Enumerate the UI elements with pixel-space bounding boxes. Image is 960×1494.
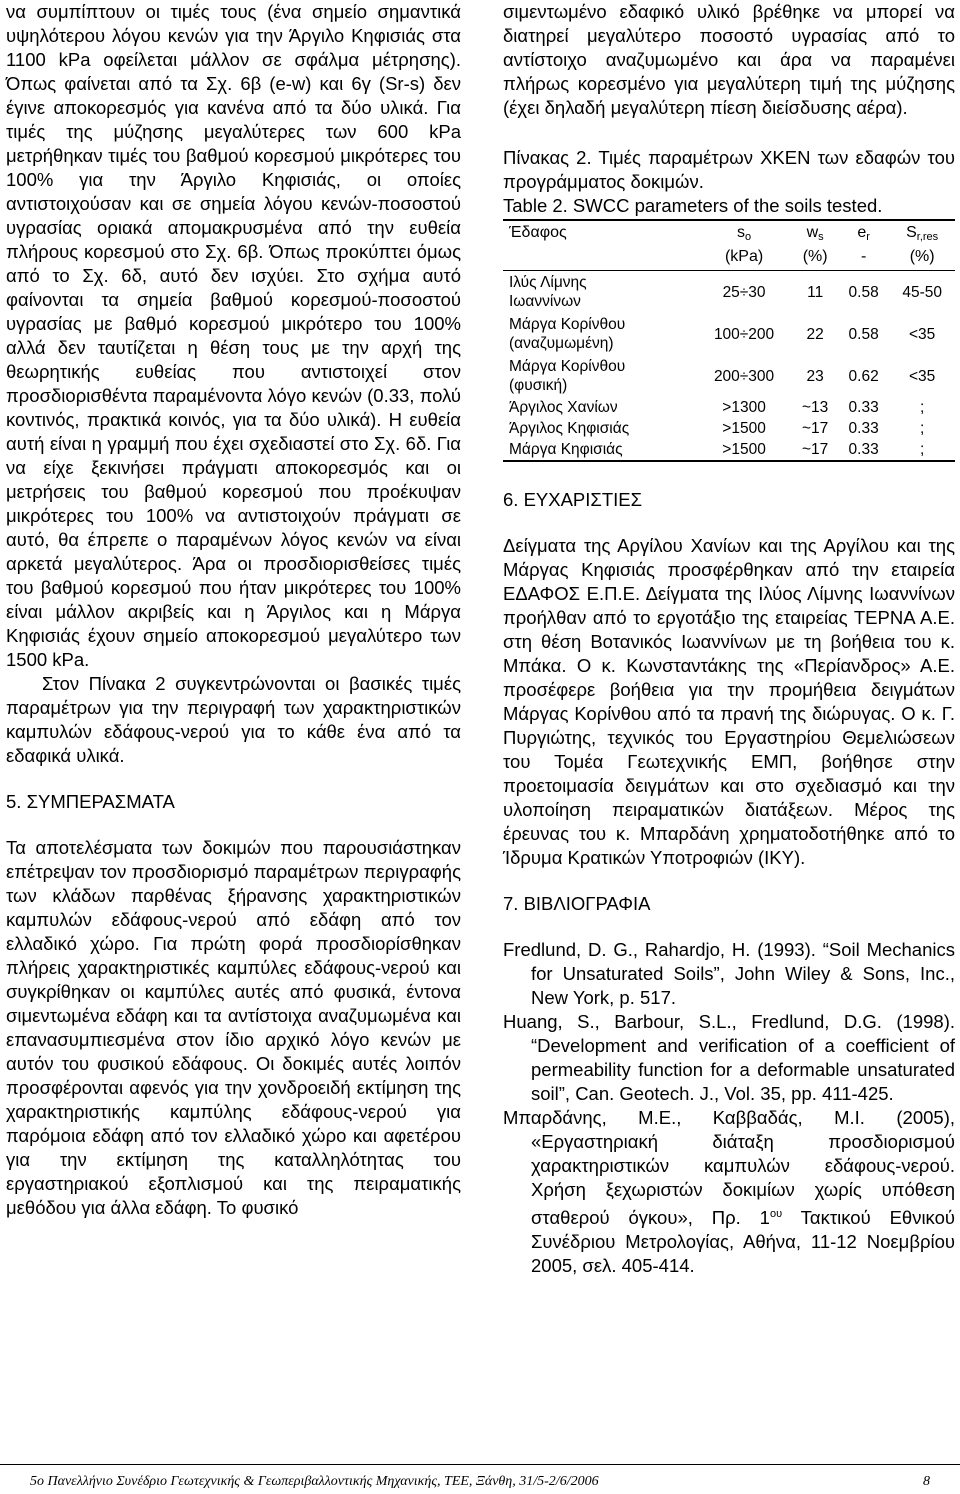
- er-cell: 0.33: [848, 420, 879, 437]
- section-heading: 6. ΕΥΧΑΡΙΣΤΙΕΣ: [503, 489, 643, 510]
- table-caption-english: Table 2. SWCC parameters of the soils tested.: [503, 195, 883, 216]
- so-cell: >1500: [722, 420, 766, 437]
- er-cell: 0.58: [848, 283, 879, 301]
- table-row: [503, 397, 955, 418]
- er-cell: 0.58: [848, 325, 879, 343]
- table-row: [503, 418, 955, 439]
- ws-cell: 11: [807, 283, 824, 301]
- header-ws: $w_s$ (%): [802, 224, 828, 265]
- header-sr: $S_{r,res}$ (%): [906, 224, 939, 265]
- sr-cell: ;: [920, 441, 925, 458]
- sr-cell: ;: [920, 420, 925, 437]
- er-cell: 0.62: [848, 367, 879, 385]
- sr-cell: ;: [920, 399, 925, 416]
- table-caption: [503, 146, 955, 218]
- soil-cell: Μάργα Κορίνθου (αναζυμωμένη): [509, 316, 626, 352]
- soil-cell: Άργιλος Κηφισιάς: [509, 420, 630, 437]
- reference-item: Huang, S., Barbour, S.L., Fredlund, D.G. (1998). “Development and verification of a coefficient of permeability function for a deformable unsaturated soil”, Can. Geotech. J., Vol. 35, pp. 411-425.: [503, 1011, 955, 1104]
- table-row: [503, 271, 955, 314]
- soil-cell: Ιλύς Λίμνης Ιωαννίνων: [509, 274, 587, 310]
- soil-cell: Μάργα Κορίνθου (φυσική): [509, 358, 626, 394]
- so-cell: >1500: [722, 441, 766, 458]
- body-paragraph: σιμεντωμένο εδαφικό υλικό βρέθηκε να μπορεί να διατηρεί μεγαλύτερο ποσοστό υγρασίας από το αντίστοιχο αναζυμωμένο και άρα να παραμένει πλήρως κορεσμένο για μεγαλύτερη τιμή της μύζησης (έχει δηλαδή μεγαλύτερη πίεση διείσδυσης αέρα).: [503, 1, 955, 118]
- so-cell: >1300: [722, 399, 766, 416]
- table-row: [503, 313, 955, 355]
- table-row: [503, 355, 955, 397]
- so-cell: 200÷300: [713, 367, 775, 385]
- ws-cell: 23: [806, 367, 824, 385]
- body-paragraph: να συμπίπτουν οι τιμές τους (ένα σημείο σημαντικά υψηλότερου λόγου κενών για την Άργιλο Κηφισιάς στα 1100 kPa οφείλεται μάλλον σε σφάλμα μέτρησης). Όπως φαίνεται από τα Σχ. 6β (e-w) και 6γ (Sr-s) δεν έγινε αποκορεσμός για κανένα από τα δύο υλικά. Για τιμές της μύζησης μεγαλύτερες των 600 kPa μετρήθηκαν τιμές του βαθμού κορεσμού μικρότερες του 100% για την Άργιλο Κηφισιάς, οι οποίες αντιστοιχούσαν και σε σημεία λόγου κενών-ποσοστού υγρασίας οριακά απομακρυσμένα από την ευθεία πλήρους κορεσμού στο Σχ. 6β. Όπως προκύπτει όμως από το Σχ. 6δ, αυτό δεν ισχύει. Στο σχήμα αυτό φαίνονται τα σημεία βαθμού κορεσμού-ποσοστού υγρασίας με βαθμό κορεσμού μικρότερο του 100% αλλά δεν ταυτίζεται η θέση τους με την αρχή της θεωρητικής ευθείας που αντιστοιχεί στον προσδιορισθέντα παραμένοντα λόγο κενών (0.33, πολύ κοντινός, πρακτικά κοινός, για τα δύο υλικά). Η ευθεία αυτή είναι η γραμμή που έχει σχεδιαστεί στο Σχ. 6δ. Για να είχε ξεκινήσει πράγματι αποκορεσμός και οι μετρήσεις του βαθμού κορεσμού που προέκυψαν μικρότερες του 100% να αντιστοιχούν πράγματι σε αυτό, θα έπρεπε ο παραμένων λόγος κενών να είναι αρκετά μεγαλύτερος. Άρα οι προσδιορισθείσες τιμές του βαθμού κορεσμού που ήταν μικρότερες του 100% είναι μάλλον ακριβείς και η Άργιλος και η Μάργα Κηφισιάς έχουν σημείο αποκορεσμού μεγαλύτερο των 1500 kPa.: [6, 1, 461, 670]
- page-number: 8: [923, 1474, 930, 1489]
- left-column: [6, 0, 461, 1220]
- header-so: $s_o$ (kPa): [724, 224, 764, 265]
- ws-cell: ~17: [801, 420, 829, 437]
- ws-cell: ~17: [801, 441, 829, 458]
- ws-cell: ~13: [801, 399, 829, 416]
- table-row: [503, 439, 955, 461]
- sr-cell: <35: [909, 325, 936, 343]
- er-cell: 0.33: [848, 399, 879, 416]
- swcc-parameters-table: [503, 219, 955, 462]
- section-heading: 7. ΒΙΒΛΙΟΓΡΑΦΙΑ: [503, 893, 651, 914]
- soil-cell: Μάργα Κηφισιάς: [509, 441, 623, 458]
- reference-item: Μπαρδάνης, Μ.Ε., Καββαδάς, Μ.Ι. (2005), «Εργαστηριακή διάταξη προσδιορισμού χαρακτηριστικών καμπυλών εδάφους-νερού. Χρήση ξεχωριστών δοκιμίων χωρίς υπόθεση σταθερού όγκου», Πρ. $1^{o\upsilon}$ Τακτικού Εθνικού Συνέδριου Μετρολογίας, Αθήνα, 11-12 Νοεμβρίου 2005, σελ. 405-414.: [503, 1107, 955, 1276]
- so-cell: 25÷30: [722, 283, 766, 301]
- ws-cell: 22: [806, 325, 824, 343]
- sr-cell: <35: [909, 367, 936, 385]
- body-paragraph: Τα αποτελέσματα των δοκιμών που παρουσιάστηκαν επέτρεψαν τον προσδιορισμό παραμέτρων περιγραφής των κλάδων παρθένας ξήρανσης χαρακτηριστικών καμπυλών εδάφους-νερού από εδάφη από τον ελλαδικό χώρο. Για πρώτη φορά προσδιορίσθηκαν πλήρεις χαρακτηριστικές καμπύλες εδάφους-νερού και συγκρίθηκαν οι καμπύλες αυτές από φυσικά, έντονα σιμεντωμένα εδάφη και τα αντίστοιχα αναζυμωμένα και επανασυμπιεσμένα στον ίδιο αρχικό λόγο κενών με αυτόν του φυσικού εδάφους. Οι δοκιμές αυτές λοιπόν προσφέρονται αφενός για την χονδροειδή εκτίμηση της χαρακτηριστικής καμπύλης εδάφους-νερού για παρόμοια εδάφη από τον ελλαδικό χώρο και αφετέρου για την εκτίμηση της καταλληλότητας του εργαστηριακού εξοπλισμού και της πειραματικής μεθόδου για άλλα εδάφη. Το φυσικό: [6, 837, 461, 1218]
- footer-conference-text: 5ο Πανελλήνιο Συνέδριο Γεωτεχνικής & Γεωπεριβαλλοντικής Μηχανικής, ΤΕΕ, Ξάνθη, 31/5-2/6/2006: [30, 1474, 599, 1489]
- body-paragraph: Στον Πίνακα 2 συγκεντρώνονται οι βασικές τιμές παραμέτρων για την περιγραφή των χαρακτηριστικών καμπυλών εδάφους-νερού για το κάθε ένα από τα εδαφικά υλικά.: [6, 673, 461, 766]
- header-er: $e_r$ -: [857, 224, 870, 265]
- sr-cell: 45-50: [902, 283, 942, 301]
- section-heading: 5. ΣΥΜΠΕΡΑΣΜΑΤΑ: [6, 791, 175, 812]
- right-column: [503, 0, 955, 1278]
- soil-cell: Άργιλος Χανίων: [509, 399, 618, 416]
- header-soil: Έδαφος: [509, 224, 567, 241]
- table-header-row: [503, 220, 955, 271]
- so-cell: 100÷200: [713, 325, 775, 343]
- acknowledgements-paragraph: Δείγματα της Αργίλου Χανίων και της Αργίλου και της Μάργας Κηφισιάς προσφέρθηκαν από την εταιρεία ΕΔΑΦΟΣ Ε.Π.Ε. Δείγματα της Ιλύος Λίμνης Ιωαννίνων προήλθαν από το εργοτάξιο της εταιρείας ΤΕΡΝΑ Α.Ε. στη θέση Βοτανικός Ιωαννίνων με τη βοήθεια του κ. Μπάκα. Ο κ. Κωνσταντάκης της «Περίανδρος» Α.Ε. προσέφερε βοήθεια για την προμήθεια δειγμάτων Μάργας Κορίνθου από τα πρανή της διώρυγας. Ο κ. Γ. Πυργιώτης, τεχνικός του Εργαστηρίου Θεμελιώσεων του Τομέα Γεωτεχνικής ΕΜΠ, βοήθησε στην προετοιμασία δειγμάτων και στο σχεδιασμό και την υλοποίηση πειραματικών διατάξεων. Μέρος της έρευνας του κ. Μπαρδάνη χρηματοδοτήθηκε από το Ίδρυμα Κρατικών Υποτροφιών (ΙΚΥ).: [503, 535, 955, 868]
- table-caption-greek: Πίνακας 2. Τιμές παραμέτρων ΧΚΕΝ των εδαφών του προγράμματος δοκιμών.: [503, 147, 955, 192]
- er-cell: 0.33: [848, 441, 879, 458]
- reference-item: Fredlund, D. G., Rahardjo, H. (1993). “Soil Mechanics for Unsaturated Soils”, John Wiley & Sons, Inc., New York, p. 517.: [503, 939, 955, 1008]
- page-footer: [0, 1464, 960, 1491]
